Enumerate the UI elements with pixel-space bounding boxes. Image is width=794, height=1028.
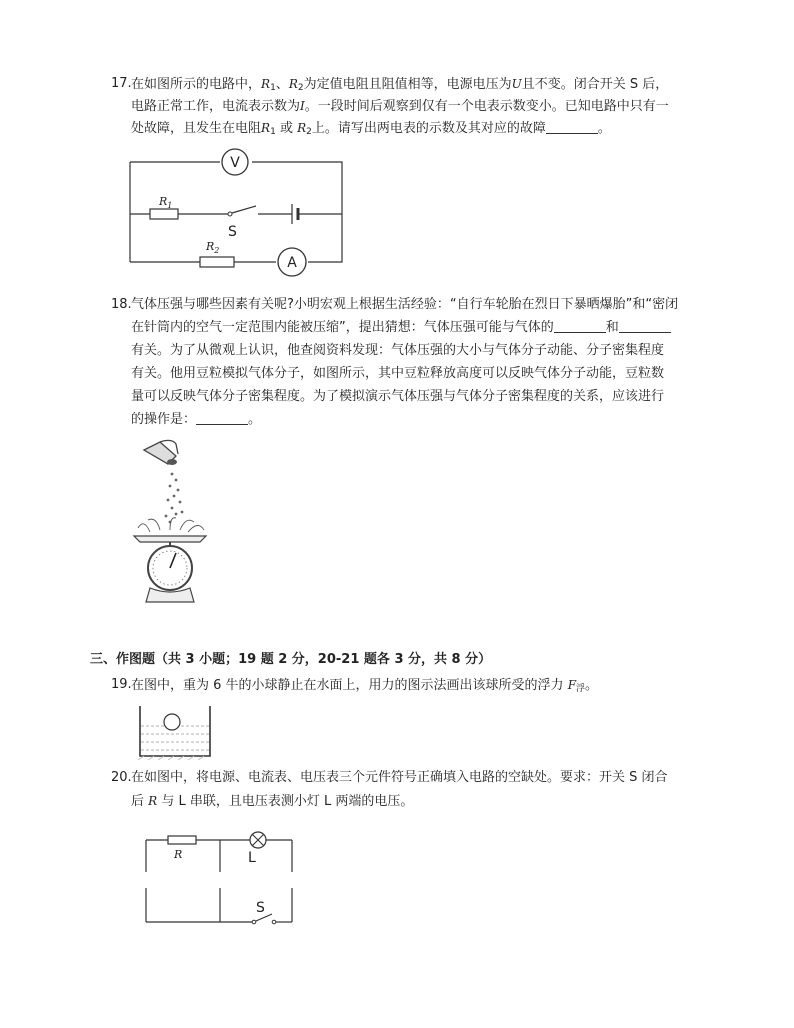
cup-opening	[167, 459, 177, 465]
r-label: R	[174, 848, 183, 861]
r2-label: $R_2$	[206, 240, 220, 255]
q17-text: 为定值电阻且阻值相等，电源电压为	[303, 77, 512, 92]
q19-text: 在图中，重为 6 牛的小球静止在水面上，用力的图示法画出该球所受的浮力	[131, 678, 564, 693]
r1-symbol: R	[261, 121, 271, 135]
q20-text: 与 L 串联，且电压表测小灯 L 两端的电压。	[161, 794, 414, 809]
q18-line-4: 有关。他用豆粒模拟气体分子，如图所示，其中豆粒释放高度可以反映气体分子动能，豆粒数	[131, 366, 665, 381]
ammeter-label: A	[287, 255, 297, 271]
q17-answer-blank[interactable]	[546, 120, 598, 134]
q17-text: 处故障，且发生在电阻	[131, 121, 262, 136]
q18-line-6	[131, 410, 261, 430]
and-text: 和	[605, 320, 619, 335]
q17-text: 电路正常工作，电流表示数为	[131, 99, 301, 114]
resistor-r2	[200, 257, 234, 267]
period: 。	[585, 678, 599, 693]
u-symbol: U	[511, 77, 522, 91]
q18-answer-blank-2[interactable]	[619, 319, 671, 333]
q17-text: 且不变。闭合开关 S 后，	[521, 77, 669, 92]
switch-label: S	[256, 900, 265, 916]
q18-answer-blank-3[interactable]	[196, 411, 248, 425]
r2-subscript: 2	[297, 83, 304, 93]
switch-pivot	[252, 920, 256, 924]
voltmeter-label: V	[230, 155, 240, 171]
q17-line-2	[131, 96, 669, 117]
q18-line-1: 气体压强与哪些因素有关呢?小明宏观上根据生活经验：“自行车轮胎在烈日下暴晒爆胎”和“密闭	[131, 297, 679, 312]
q17-number: 17.	[111, 76, 132, 91]
q20-text: 后	[131, 794, 145, 809]
scale-pan	[134, 536, 206, 542]
bouncing-beans	[138, 518, 204, 532]
switch-pivot	[228, 212, 232, 216]
switch-s[interactable]	[232, 206, 256, 213]
period: 。	[248, 412, 262, 427]
q17-line-3	[131, 118, 611, 142]
q20-circuit-diagram	[144, 828, 296, 926]
resistor-r1	[150, 209, 178, 219]
lamp-label: L	[248, 850, 256, 866]
f-subscript: 浮	[576, 684, 586, 694]
r1-subscript: 1	[270, 127, 276, 137]
r-symbol: R	[148, 794, 158, 808]
r1-subscript: 1	[270, 83, 276, 93]
or-text: 或	[279, 121, 293, 136]
i-symbol: I	[300, 99, 305, 113]
q19-number: 19.	[111, 677, 132, 692]
section-title: 三、作图题（共 3 小题；19 题 2 分，20-21 题各 3 分，共 8 分）	[90, 652, 492, 667]
q17-line-1	[131, 74, 668, 98]
q17-text: 在如图所示的电路中，	[131, 77, 262, 92]
q17-text: 。一段时间后观察到仅有一个电表示数变小。已知电路中只有一	[304, 99, 669, 114]
falling-beans	[165, 473, 184, 524]
r1-symbol: R	[261, 77, 271, 91]
q18-text: 在针筒内的空气一定范围内能被压缩”，提出猜想：气体压强可能与气体的	[131, 320, 554, 335]
r2-symbol: R	[297, 121, 307, 135]
q18-answer-blank-1[interactable]	[554, 319, 606, 333]
q20-number: 20.	[111, 770, 132, 785]
q19-water-container	[138, 704, 212, 760]
q20-line-1: 在如图中，将电源、电流表、电压表三个元件符号正确填入电路的空缺处。要求：开关 S 闭合	[131, 770, 668, 785]
q20-line-2	[131, 791, 413, 812]
period: 。	[597, 121, 611, 136]
r2-symbol: R	[288, 77, 298, 91]
container-walls	[140, 706, 210, 756]
q18-line-2	[131, 318, 671, 338]
q17-text: 上。请写出两电表的示数及其对应的故障	[311, 121, 546, 136]
r2-subscript: 2	[306, 127, 312, 137]
separator: 、	[275, 77, 289, 92]
q18-line-5: 量可以反映气体分子密集程度。为了模拟演示气体压强与气体分子密集程度的关系，应该进行	[131, 389, 665, 404]
ball	[164, 714, 180, 730]
q18-text: 的操作是：	[131, 412, 197, 427]
q17-circuit-diagram	[128, 146, 348, 270]
f-symbol: F	[567, 678, 577, 692]
r1-label: $R_1$	[159, 195, 173, 210]
q18-number: 18.	[111, 297, 132, 312]
q19-line-1	[131, 675, 598, 699]
resistor-r	[168, 836, 196, 844]
q18-line-3: 有关。为了从微观上认识，他查阅资料发现：气体压强的大小与气体分子动能、分子密集程度	[131, 343, 665, 358]
bean-scale-illustration	[130, 436, 210, 608]
switch-label: S	[228, 224, 237, 240]
switch-contact	[272, 920, 276, 924]
